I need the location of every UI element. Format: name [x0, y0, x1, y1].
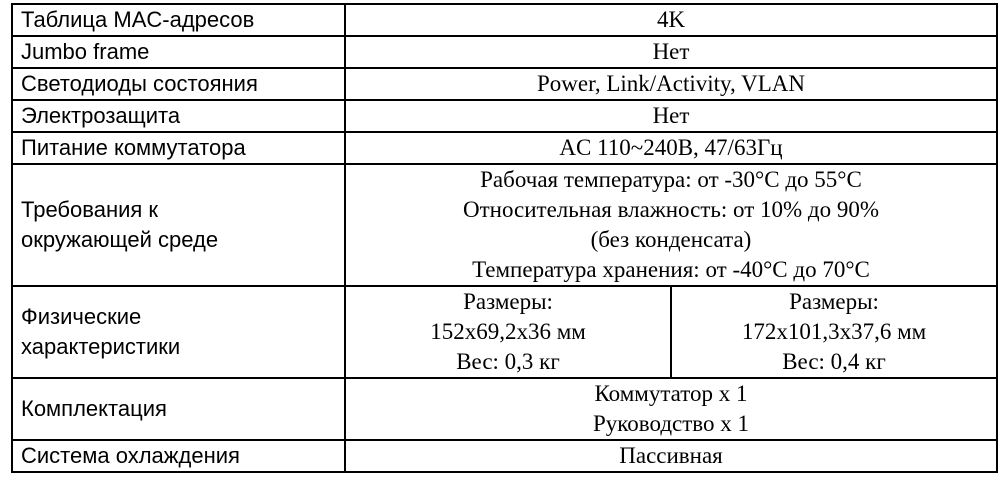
package-manual: Руководство x 1: [592, 411, 749, 436]
value-mac-table: 4K: [345, 4, 997, 36]
label-power: Питание коммутатора: [12, 132, 345, 164]
value-physical-left: [345, 286, 671, 378]
physical-left-weight: Вес: 0,3 кг: [456, 349, 560, 374]
label-jumbo: Jumbo frame: [12, 36, 345, 68]
row-physical: [12, 286, 997, 378]
row-surge: [12, 100, 997, 132]
value-environment: [345, 164, 997, 286]
label-environment-line2: окружающей среде: [21, 227, 219, 252]
row-cooling: [12, 440, 997, 472]
label-surge: Электрозащита: [12, 100, 345, 132]
spec-table: [11, 3, 998, 473]
label-package: Комплектация: [12, 378, 345, 440]
label-mac-table: Таблица MAC-адресов: [12, 4, 345, 36]
label-cooling: Система охлаждения: [12, 440, 345, 472]
value-physical-right: [671, 286, 997, 378]
physical-right-dimensions: 172x101,3x37,6 мм: [741, 319, 927, 344]
row-jumbo: [12, 36, 997, 68]
physical-left-dimensions-label: Размеры:: [463, 289, 553, 314]
label-environment-line1: Требования к: [21, 197, 159, 222]
value-surge: Нет: [345, 100, 997, 132]
row-package: [12, 378, 997, 440]
row-mac-table: [12, 4, 997, 36]
physical-right-weight: Вес: 0,4 кг: [782, 349, 886, 374]
env-storage-temp: Температура хранения: от -40°C до 70°C: [472, 257, 870, 282]
value-power: AC 110~240В, 47/63Гц: [345, 132, 997, 164]
value-jumbo: Нет: [345, 36, 997, 68]
env-humidity: Относительная влажность: от 10% до 90%: [462, 197, 880, 222]
env-condensation-note: (без конденсата): [590, 227, 752, 252]
label-physical: [12, 286, 345, 378]
label-physical-line2: характеристики: [21, 334, 181, 359]
physical-left-dimensions: 152x69,2x36 мм: [430, 319, 586, 344]
value-cooling: Пассивная: [345, 440, 997, 472]
row-power: [12, 132, 997, 164]
label-leds: Светодиоды состояния: [12, 68, 345, 100]
package-switch: Коммутатор x 1: [594, 381, 748, 406]
label-environment: [12, 164, 345, 286]
value-leds: Power, Link/Activity, VLAN: [345, 68, 997, 100]
label-physical-line1: Физические: [21, 304, 142, 329]
physical-right-dimensions-label: Размеры:: [789, 289, 879, 314]
row-leds: [12, 68, 997, 100]
env-operating-temp: Рабочая температура: от -30°C до 55°C: [480, 167, 862, 192]
row-environment: [12, 164, 997, 286]
value-package: [345, 378, 997, 440]
